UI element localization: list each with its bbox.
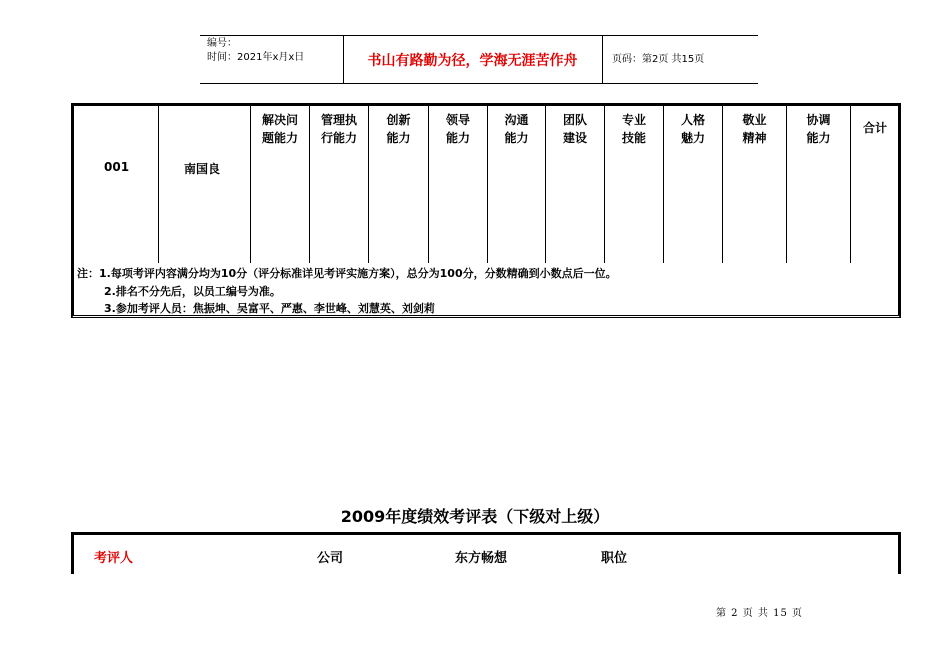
section2-title: 2009年度绩效考评表（下级对上级）	[340, 507, 610, 526]
col-head-professional: 专业 技能	[621, 113, 646, 145]
col-head-teambuilding: 团队 建设	[562, 113, 587, 145]
employee-id: 001	[104, 160, 130, 174]
col-head-communication: 沟通 能力	[504, 113, 529, 145]
col-head-management: 管理执 行能力	[320, 113, 357, 145]
col-head-leadership: 领导 能力	[445, 113, 470, 145]
motto-text: 书山有路勤为径，学海无涯苦作舟	[367, 52, 578, 69]
page-info: 页码：第2页 共15页	[612, 54, 705, 65]
col-head-problem-solving: 解决问 题能力	[261, 113, 298, 145]
company-label: 公司	[317, 551, 344, 566]
header-divider-right	[602, 36, 603, 83]
note-1: 注：1.每项考评内容满分均为10分（评分标准详见考评实施方案），总分为100分，分数精确到小数点后一位。	[77, 267, 617, 280]
header-bottom-rule	[200, 83, 758, 84]
col-head-total: 合计	[862, 121, 887, 135]
evaluator-label: 考评人	[94, 551, 134, 566]
note-3: 3.参加考评人员：焦振坤、吴富平、严惠、李世峰、刘慧英、刘剑莉	[104, 302, 435, 315]
page-footer: 第 2 页 共 15 页	[716, 608, 803, 619]
serial-label: 编号：	[207, 38, 237, 49]
col-head-charisma: 人格 魅力	[680, 113, 705, 145]
col-head-innovation: 创新 能力	[386, 113, 411, 145]
position-label: 职位	[601, 551, 628, 566]
note-2: 2.排名不分先后，以员工编号为准。	[104, 285, 281, 298]
employee-name: 南国良	[184, 162, 221, 176]
col-line	[158, 105, 159, 263]
company-value: 东方畅想	[455, 551, 508, 566]
col-head-coordination: 协调 能力	[806, 113, 831, 145]
col-head-dedication: 敬业 精神	[742, 113, 767, 145]
time-label: 时间：2021年x月x日	[207, 52, 305, 63]
